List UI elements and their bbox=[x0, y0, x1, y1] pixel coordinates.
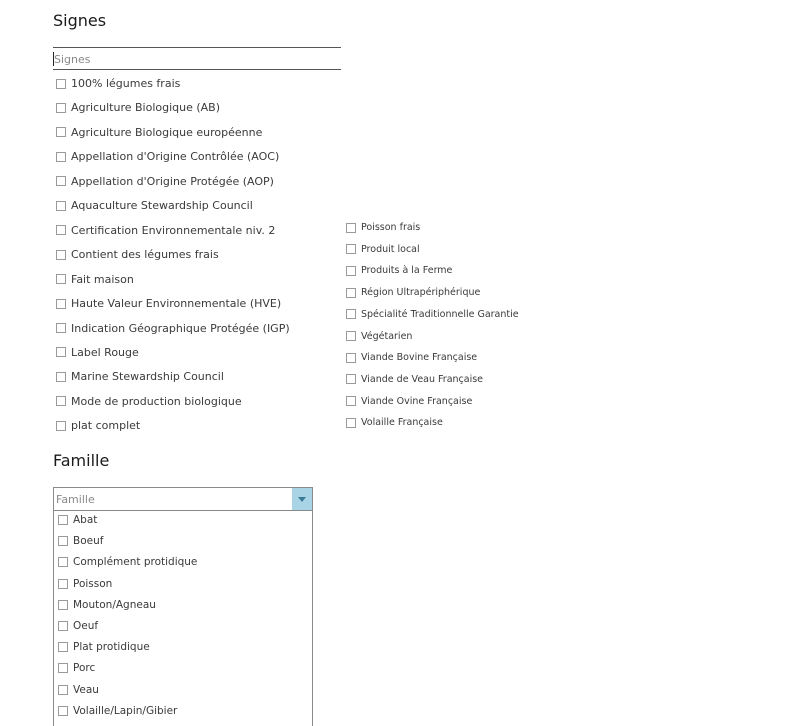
checkbox-icon[interactable] bbox=[58, 557, 68, 567]
signe-option[interactable] bbox=[56, 273, 134, 286]
signe-option[interactable] bbox=[346, 244, 420, 255]
checkbox-icon[interactable] bbox=[58, 515, 68, 525]
signe-option-label: Produit local bbox=[361, 243, 420, 255]
signe-option[interactable] bbox=[346, 309, 519, 320]
signe-option[interactable] bbox=[346, 352, 477, 363]
signe-option[interactable] bbox=[56, 322, 290, 335]
famille-option[interactable] bbox=[58, 684, 99, 696]
signe-option-label: Poisson frais bbox=[361, 222, 421, 233]
checkbox-icon[interactable] bbox=[56, 323, 66, 333]
signe-option-label: Indication Géographique Protégée (IGP) bbox=[71, 321, 290, 335]
checkbox-icon[interactable] bbox=[58, 621, 68, 631]
checkbox-icon[interactable] bbox=[56, 396, 66, 406]
signe-option[interactable] bbox=[56, 248, 219, 261]
checkbox-icon[interactable] bbox=[58, 685, 68, 695]
checkbox-icon[interactable] bbox=[56, 176, 66, 186]
signe-option[interactable] bbox=[56, 370, 224, 383]
signe-option[interactable] bbox=[56, 77, 180, 90]
famille-option-label: Oeuf bbox=[73, 620, 99, 632]
signes-search[interactable] bbox=[53, 47, 341, 70]
checkbox-icon[interactable] bbox=[346, 374, 356, 384]
checkbox-icon[interactable] bbox=[56, 79, 66, 89]
signes-search-input[interactable] bbox=[53, 49, 342, 70]
famille-option-label: Complément protidique bbox=[73, 556, 198, 569]
signe-option-label: Appellation d'Origine Protégée (AOP) bbox=[71, 174, 274, 188]
signe-option-label: Haute Valeur Environnementale (HVE) bbox=[71, 297, 282, 311]
famille-option-label: Mouton/Agneau bbox=[73, 598, 156, 611]
famille-option-label: Porc bbox=[73, 662, 96, 675]
signe-option[interactable] bbox=[346, 374, 483, 385]
checkbox-icon[interactable] bbox=[56, 274, 66, 284]
signe-option-label: Végétarien bbox=[361, 330, 413, 342]
famille-option-label: Plat protidique bbox=[73, 641, 150, 654]
signe-option-label: Volaille Française bbox=[361, 417, 443, 429]
chevron-down-icon bbox=[298, 497, 306, 502]
famille-option[interactable] bbox=[58, 556, 197, 568]
checkbox-icon[interactable] bbox=[346, 223, 356, 233]
signe-option-label: Agriculture Biologique européenne bbox=[71, 125, 263, 139]
famille-option-label: Boeuf bbox=[73, 535, 104, 548]
signe-option[interactable] bbox=[56, 297, 281, 310]
checkbox-icon[interactable] bbox=[56, 250, 66, 260]
famille-option[interactable] bbox=[58, 641, 150, 653]
signe-option[interactable] bbox=[56, 101, 220, 114]
signe-option-label: Agriculture Biologique (AB) bbox=[71, 101, 221, 115]
famille-option[interactable] bbox=[58, 578, 112, 590]
signe-option-label: Appellation d'Origine Contrôlée (AOC) bbox=[71, 150, 280, 164]
signe-option-label: Produits à la Ferme bbox=[361, 265, 453, 277]
checkbox-icon[interactable] bbox=[56, 347, 66, 357]
signe-option[interactable] bbox=[56, 150, 279, 163]
famille-option[interactable] bbox=[58, 662, 95, 674]
signe-option[interactable] bbox=[56, 395, 242, 408]
famille-option-label: Abat bbox=[73, 514, 98, 526]
checkbox-icon[interactable] bbox=[56, 372, 66, 382]
signe-option-label: Région Ultrapériphérique bbox=[361, 287, 481, 299]
signes-title: Signes bbox=[53, 11, 107, 30]
checkbox-icon[interactable] bbox=[346, 396, 356, 406]
famille-option-label: Veau bbox=[73, 683, 99, 696]
checkbox-icon[interactable] bbox=[56, 152, 66, 162]
checkbox-icon[interactable] bbox=[58, 579, 68, 589]
signe-option-label: Fait maison bbox=[71, 272, 134, 286]
checkbox-icon[interactable] bbox=[346, 266, 356, 276]
checkbox-icon[interactable] bbox=[58, 663, 68, 673]
signe-option-label: Marine Stewardship Council bbox=[71, 370, 224, 384]
famille-option-label: Poisson bbox=[73, 577, 113, 590]
checkbox-icon[interactable] bbox=[56, 201, 66, 211]
famille-combobox[interactable] bbox=[53, 487, 313, 511]
checkbox-icon[interactable] bbox=[346, 418, 356, 428]
famille-option[interactable] bbox=[58, 599, 156, 611]
signe-option-label: Spécialité Traditionnelle Garantie bbox=[361, 308, 519, 320]
signe-option[interactable] bbox=[56, 419, 140, 432]
checkbox-icon[interactable] bbox=[56, 225, 66, 235]
signe-option[interactable] bbox=[346, 396, 472, 407]
signe-option[interactable] bbox=[56, 126, 262, 139]
famille-option[interactable] bbox=[58, 705, 177, 717]
checkbox-icon[interactable] bbox=[58, 600, 68, 610]
checkbox-icon[interactable] bbox=[56, 299, 66, 309]
signe-option-label: 100% légumes frais bbox=[71, 77, 181, 90]
famille-dropdown-list[interactable] bbox=[53, 511, 313, 726]
famille-input[interactable] bbox=[54, 488, 292, 510]
signe-option-label: Viande Ovine Française bbox=[361, 395, 473, 407]
signe-option-label: Label Rouge bbox=[71, 345, 139, 359]
famille-option[interactable] bbox=[58, 514, 97, 526]
checkbox-icon[interactable] bbox=[346, 331, 356, 341]
signe-option[interactable] bbox=[56, 199, 253, 212]
checkbox-icon[interactable] bbox=[56, 127, 66, 137]
checkbox-icon[interactable] bbox=[346, 244, 356, 254]
signe-option-label: Contient des légumes frais bbox=[71, 248, 219, 262]
signe-option-label: Mode de production biologique bbox=[71, 394, 242, 408]
signe-option-label: Aquaculture Stewardship Council bbox=[71, 199, 253, 213]
signe-option[interactable] bbox=[56, 346, 139, 359]
text-caret bbox=[53, 52, 54, 66]
signe-option-label: plat complet bbox=[71, 419, 141, 433]
checkbox-icon[interactable] bbox=[58, 706, 68, 716]
checkbox-icon[interactable] bbox=[56, 421, 66, 431]
signe-option-label: Viande de Veau Française bbox=[361, 373, 484, 385]
signe-option[interactable] bbox=[346, 331, 412, 342]
checkbox-icon[interactable] bbox=[346, 309, 356, 319]
signe-option[interactable] bbox=[346, 222, 420, 233]
checkbox-icon[interactable] bbox=[56, 103, 66, 113]
famille-option[interactable] bbox=[58, 620, 98, 632]
famille-title: Famille bbox=[53, 451, 110, 470]
checkbox-icon[interactable] bbox=[58, 642, 68, 652]
signe-option[interactable] bbox=[56, 224, 275, 237]
signe-option[interactable] bbox=[56, 175, 274, 188]
signe-option[interactable] bbox=[346, 287, 480, 298]
signe-option[interactable] bbox=[346, 265, 452, 276]
famille-option[interactable] bbox=[58, 535, 103, 547]
checkbox-icon[interactable] bbox=[58, 536, 68, 546]
signe-option-label: Certification Environnementale niv. 2 bbox=[71, 223, 276, 237]
checkbox-icon[interactable] bbox=[346, 353, 356, 363]
famille-dropdown-button[interactable] bbox=[292, 488, 312, 510]
signe-option[interactable] bbox=[346, 417, 443, 428]
checkbox-icon[interactable] bbox=[346, 288, 356, 298]
signe-option-label: Viande Bovine Française bbox=[361, 352, 478, 364]
famille-option-label: Volaille/Lapin/Gibier bbox=[73, 704, 178, 717]
